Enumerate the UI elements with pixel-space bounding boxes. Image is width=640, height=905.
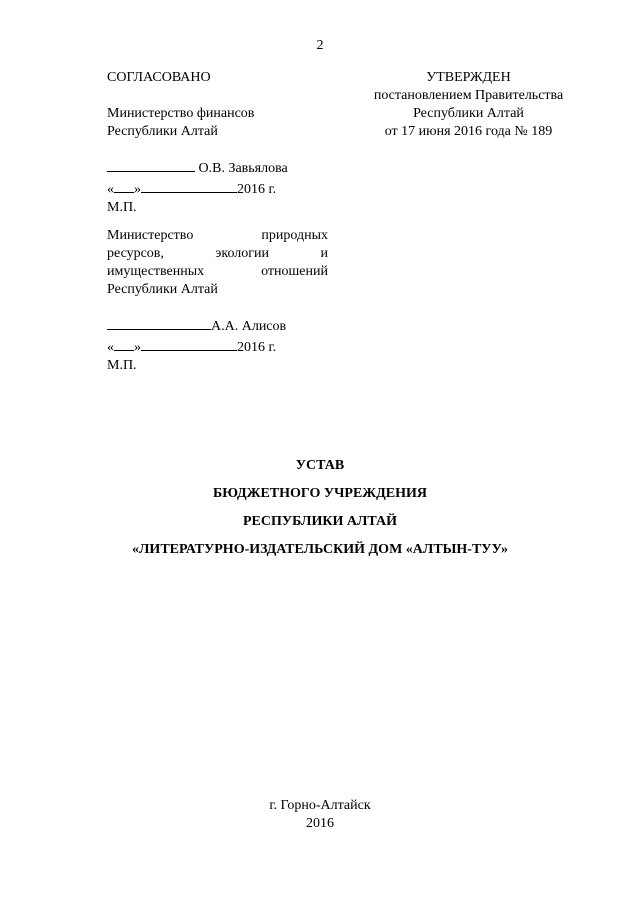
document-footer	[0, 797, 640, 833]
footer-year: 2016	[306, 816, 334, 831]
ministry-resources-line2	[107, 245, 328, 263]
word: природных	[261, 228, 328, 243]
signature-line	[107, 315, 211, 330]
signature-line	[107, 157, 195, 172]
approved-line3: от 17 июня 2016 года № 189	[384, 124, 553, 139]
approved-line1: постановлением Правительства	[373, 88, 564, 103]
ministry-resources-line4: Республики Алтай	[107, 282, 218, 297]
agreed-block	[107, 69, 328, 87]
word: отношений	[261, 264, 328, 279]
word: ресурсов,	[107, 246, 164, 261]
date-year-2: 2016 г.	[237, 340, 277, 355]
word: имущественных	[107, 264, 205, 279]
quote-close: »	[134, 182, 141, 197]
quote-open: «	[107, 182, 114, 197]
signer-name-1: О.В. Завьялова	[198, 161, 288, 176]
ministry-finance-line2: Республики Алтай	[107, 124, 218, 139]
stamp-label-1: М.П.	[107, 200, 137, 215]
quote-open: «	[107, 340, 114, 355]
word: Министерство	[107, 228, 194, 243]
word: экологии	[215, 246, 270, 261]
quote-close: »	[134, 340, 141, 355]
day-blank	[114, 178, 134, 193]
page-number: 2	[316, 38, 324, 53]
approved-line2: Республики Алтай	[413, 106, 524, 121]
approved-block	[348, 69, 589, 141]
title-line4: «ЛИТЕРАТУРНО-ИЗДАТЕЛЬСКИЙ ДОМ «АЛТЫН-ТУУ»	[132, 542, 508, 557]
month-blank	[141, 178, 237, 193]
agreed-heading: СОГЛАСОВАНО	[107, 70, 211, 85]
date-row-2	[107, 336, 328, 357]
month-blank	[141, 336, 237, 351]
signature-row-2	[107, 315, 328, 336]
stamp-label-2: М.П.	[107, 358, 137, 373]
date-year-1: 2016 г.	[237, 182, 277, 197]
approved-heading: УТВЕРЖДЕН	[426, 70, 511, 85]
ministry-resources-line1	[107, 227, 328, 245]
signer-name-2: А.А. Алисов	[211, 319, 287, 334]
day-blank	[114, 336, 134, 351]
title-line2: БЮДЖЕТНОГО УЧРЕЖДЕНИЯ	[213, 486, 427, 501]
signature-row-1	[107, 157, 328, 178]
document-title	[0, 452, 640, 564]
footer-city: г. Горно-Алтайск	[269, 798, 371, 813]
date-row-1	[107, 178, 328, 199]
ministry-finance-line1: Министерство финансов	[107, 106, 255, 121]
ministry-resources-block	[107, 227, 328, 299]
ministry-resources-line3	[107, 263, 328, 281]
title-line1: УСТАВ	[295, 458, 345, 473]
title-line3: РЕСПУБЛИКИ АЛТАЙ	[242, 514, 398, 529]
word: и	[320, 246, 328, 261]
signature-block-1	[107, 157, 328, 217]
signature-block-2	[107, 315, 328, 375]
ministry-finance-block	[107, 105, 328, 141]
